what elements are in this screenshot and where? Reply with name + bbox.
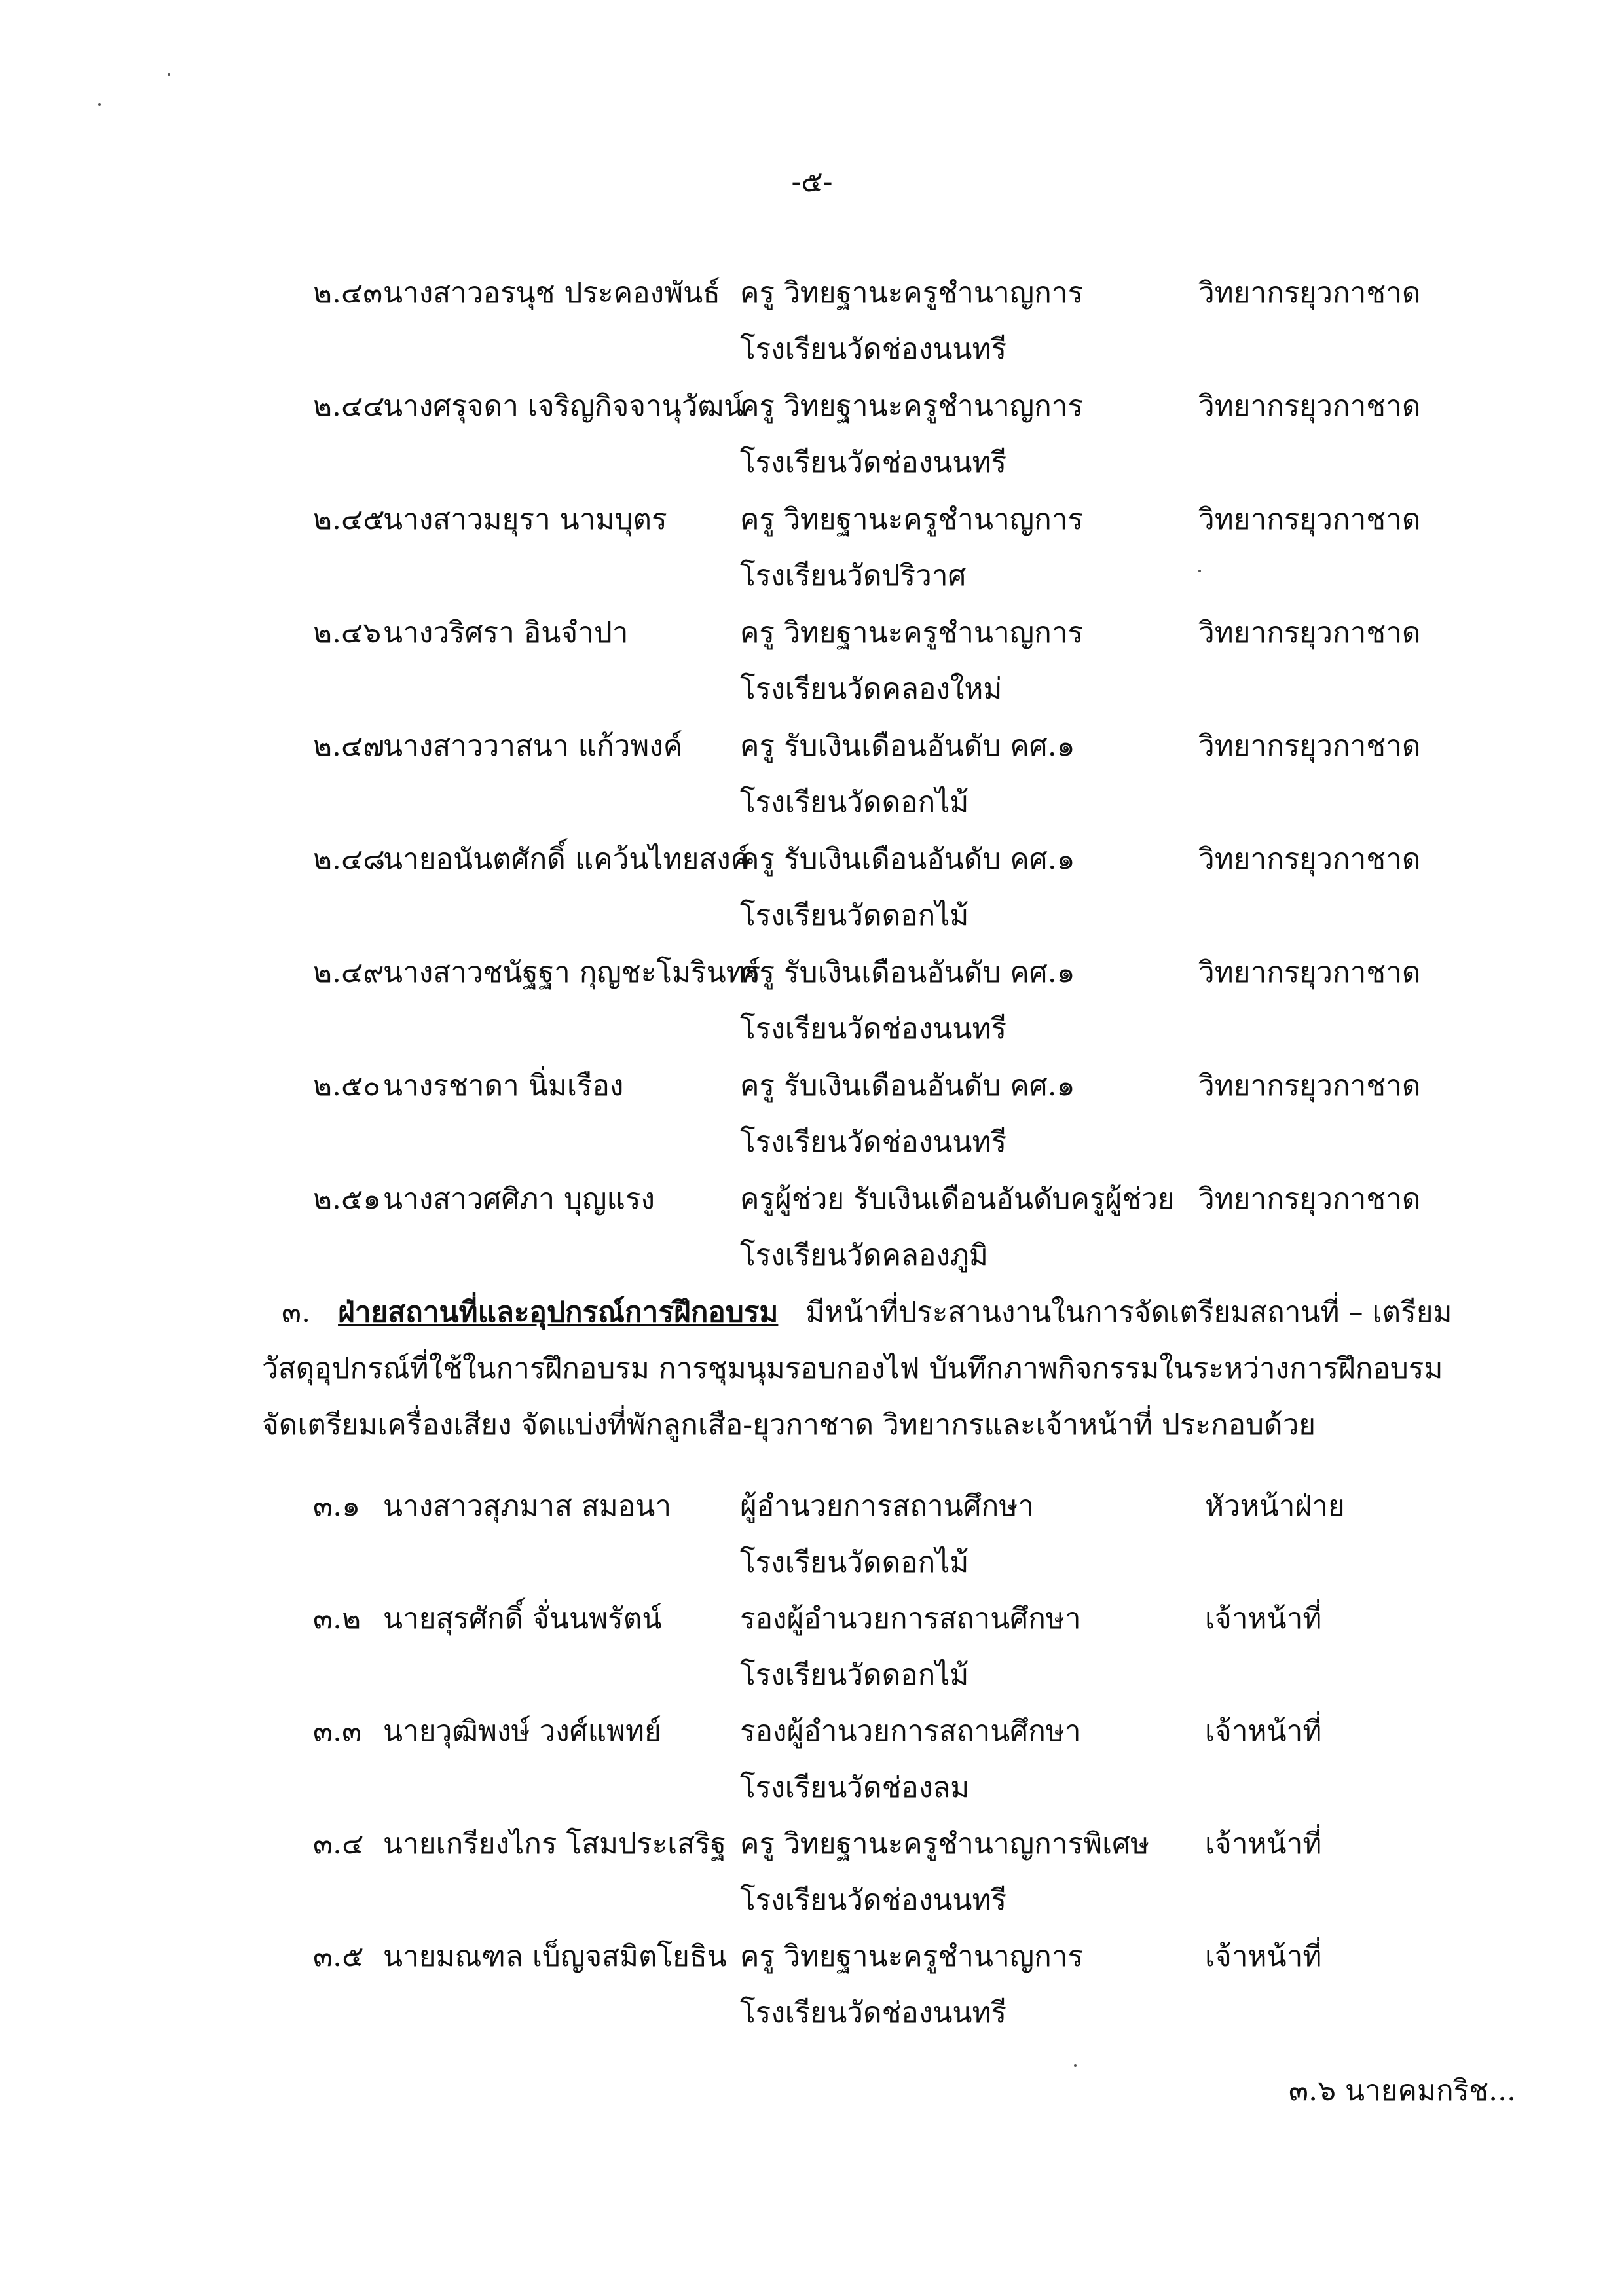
school-name: โรงเรียนวัดช่องนนทรี bbox=[740, 333, 1007, 366]
position-title: ครู วิทยฐานะครูชำนาญการ bbox=[740, 616, 1084, 649]
page-number: -๕- bbox=[791, 165, 833, 198]
assigned-role: วิทยากรยุวกาชาด bbox=[1198, 1182, 1421, 1216]
item-number: ๓.๕ bbox=[313, 1940, 364, 1973]
list-item bbox=[0, 1933, 1624, 2045]
position-title: รองผู้อำนวยการสถานศึกษา bbox=[740, 1715, 1081, 1748]
person-name: นายมณฑล เบ็ญจสมิตโยธิน bbox=[383, 1940, 727, 1973]
item-number: ๒.๔๘ bbox=[313, 843, 386, 876]
item-number: ๒.๔๔ bbox=[313, 390, 385, 423]
school-name: โรงเรียนวัดช่องนนทรี bbox=[740, 446, 1007, 479]
item-number: ๓.๑ bbox=[313, 1489, 360, 1523]
continuation-note: ๓.๖ นายคมกริช... bbox=[1289, 2074, 1517, 2107]
school-name: โรงเรียนวัดช่องนนทรี bbox=[740, 1012, 1007, 1046]
list-item bbox=[0, 1595, 1624, 1707]
item-number: ๒.๔๗ bbox=[313, 729, 385, 763]
item-number: ๒.๔๙ bbox=[313, 956, 384, 989]
position-title: ครู วิทยฐานะครูชำนาญการ bbox=[740, 390, 1084, 423]
list-item bbox=[0, 1483, 1624, 1594]
scan-speck bbox=[1198, 570, 1201, 572]
assigned-role: วิทยากรยุวกาชาด bbox=[1198, 956, 1421, 989]
assigned-role: วิทยากรยุวกาชาด bbox=[1198, 503, 1421, 536]
assigned-role: เจ้าหน้าที่ bbox=[1205, 1940, 1322, 1973]
position-title: ผู้อำนวยการสถานศึกษา bbox=[740, 1489, 1035, 1523]
person-name: นายวุฒิพงษ์ วงศ์แพทย์ bbox=[383, 1715, 661, 1748]
assigned-role: วิทยากรยุวกาชาด bbox=[1198, 276, 1421, 310]
item-number: ๒.๕๐ bbox=[313, 1069, 381, 1102]
list-item bbox=[0, 836, 1624, 947]
school-name: โรงเรียนวัดช่องนนทรี bbox=[740, 1884, 1007, 1917]
item-number: ๒.๕๑ bbox=[313, 1182, 382, 1216]
section3-number: ๓. bbox=[282, 1296, 311, 1329]
person-name: นายสุรศักดิ์ จั่นนพรัตน์ bbox=[383, 1602, 662, 1635]
position-title: ครู รับเงินเดือนอันดับ คศ.๑ bbox=[740, 1069, 1075, 1102]
school-name: โรงเรียนวัดดอกไม้ bbox=[740, 1546, 969, 1579]
position-title: ครู รับเงินเดือนอันดับ คศ.๑ bbox=[740, 729, 1075, 763]
school-name: โรงเรียนวัดคลองใหม่ bbox=[740, 672, 1003, 706]
scan-speck bbox=[98, 103, 101, 106]
assigned-role: วิทยากรยุวกาชาด bbox=[1198, 1069, 1421, 1102]
school-name: โรงเรียนวัดปริวาศ bbox=[740, 559, 967, 592]
list-item bbox=[0, 1063, 1624, 1174]
person-name: นางสาวสุภมาส สมอนา bbox=[383, 1489, 672, 1523]
person-name: นางสาวอรนุช ประคองพันธ์ bbox=[383, 276, 721, 310]
position-title: ครู วิทยฐานะครูชำนาญการ bbox=[740, 503, 1084, 536]
list-item bbox=[0, 949, 1624, 1061]
position-title: ครู รับเงินเดือนอันดับ คศ.๑ bbox=[740, 956, 1075, 989]
person-name: นางสาวศศิภา บุญแรง bbox=[383, 1182, 655, 1216]
list-item bbox=[0, 1708, 1624, 1819]
position-title: ครู รับเงินเดือนอันดับ คศ.๑ bbox=[740, 843, 1075, 876]
item-number: ๒.๔๖ bbox=[313, 616, 382, 649]
school-name: โรงเรียนวัดคลองภูมิ bbox=[740, 1239, 988, 1272]
list-item bbox=[0, 723, 1624, 834]
assigned-role: วิทยากรยุวกาชาด bbox=[1198, 729, 1421, 763]
person-name: นางวริศรา อินจำปา bbox=[383, 616, 629, 649]
item-number: ๒.๔๓ bbox=[313, 276, 383, 310]
school-name: โรงเรียนวัดดอกไม้ bbox=[740, 786, 969, 819]
person-name: นางรชาดา นิ่มเรือง bbox=[383, 1069, 624, 1102]
assigned-role: วิทยากรยุวกาชาด bbox=[1198, 616, 1421, 649]
assigned-role: เจ้าหน้าที่ bbox=[1205, 1715, 1322, 1748]
position-title: รองผู้อำนวยการสถานศึกษา bbox=[740, 1602, 1081, 1635]
section3-title: ฝ่ายสถานที่และอุปกรณ์การฝึกอบรม bbox=[338, 1296, 779, 1329]
school-name: โรงเรียนวัดดอกไม้ bbox=[740, 1658, 969, 1692]
person-name: นายอนันตศักดิ์ แคว้นไทยสงค์ bbox=[383, 843, 750, 876]
list-item bbox=[0, 1821, 1624, 1932]
assigned-role: วิทยากรยุวกาชาด bbox=[1198, 843, 1421, 876]
assigned-role: หัวหน้าฝ่าย bbox=[1205, 1489, 1345, 1523]
position-title: ครูผู้ช่วย รับเงินเดือนอันดับครูผู้ช่วย bbox=[740, 1182, 1175, 1216]
person-name: นางสาววาสนา แก้วพงค์ bbox=[383, 729, 683, 763]
school-name: โรงเรียนวัดช่องลม bbox=[740, 1771, 970, 1804]
school-name: โรงเรียนวัดช่องนนทรี bbox=[740, 1125, 1007, 1159]
scan-speck bbox=[168, 73, 170, 76]
item-number: ๓.๔ bbox=[313, 1827, 364, 1861]
school-name: โรงเรียนวัดช่องนนทรี bbox=[740, 1996, 1007, 2030]
list-item bbox=[0, 383, 1624, 494]
item-number: ๓.๒ bbox=[313, 1602, 361, 1635]
item-number: ๒.๔๕ bbox=[313, 503, 385, 536]
position-title: ครู วิทยฐานะครูชำนาญการ bbox=[740, 1940, 1084, 1973]
school-name: โรงเรียนวัดดอกไม้ bbox=[740, 899, 969, 932]
person-name: นางศรุจดา เจริญกิจจานุวัฒน์ bbox=[383, 390, 744, 423]
assigned-role: เจ้าหน้าที่ bbox=[1205, 1827, 1322, 1861]
item-number: ๓.๓ bbox=[313, 1715, 362, 1748]
section3-heading bbox=[262, 1285, 1454, 1453]
position-title: ครู วิทยฐานะครูชำนาญการ bbox=[740, 276, 1084, 310]
scan-speck bbox=[1074, 2064, 1077, 2067]
person-name: นายเกรียงไกร โสมประเสริฐ bbox=[383, 1827, 727, 1861]
section3-description: มีหน้าที่ประสานงานในการจัดเตรียมสถานที่ – เตรียมวัสดุอุปกรณ์ที่ใช้ในการฝึกอบรม การชุมนุมรอบกองไฟ บันทึกภาพกิจกรรมในระหว่างการฝึกอบรม จัดเตรียมเครื่องเสียง จัดแบ่งที่พักลูกเสือ-ยุวกาชาด วิทยากรและเจ้าหน้าที่ ประกอบด้วย bbox=[262, 1296, 1452, 1442]
list-item bbox=[0, 1176, 1624, 1287]
position-title: ครู วิทยฐานะครูชำนาญการพิเศษ bbox=[740, 1827, 1150, 1861]
list-item bbox=[0, 496, 1624, 608]
assigned-role: วิทยากรยุวกาชาด bbox=[1198, 390, 1421, 423]
person-name: นางสาวชนัฐฐา กุญชะโมรินทร์ bbox=[383, 956, 761, 989]
list-item bbox=[0, 270, 1624, 381]
list-item bbox=[0, 610, 1624, 721]
person-name: นางสาวมยุรา นามบุตร bbox=[383, 503, 667, 536]
assigned-role: เจ้าหน้าที่ bbox=[1205, 1602, 1322, 1635]
